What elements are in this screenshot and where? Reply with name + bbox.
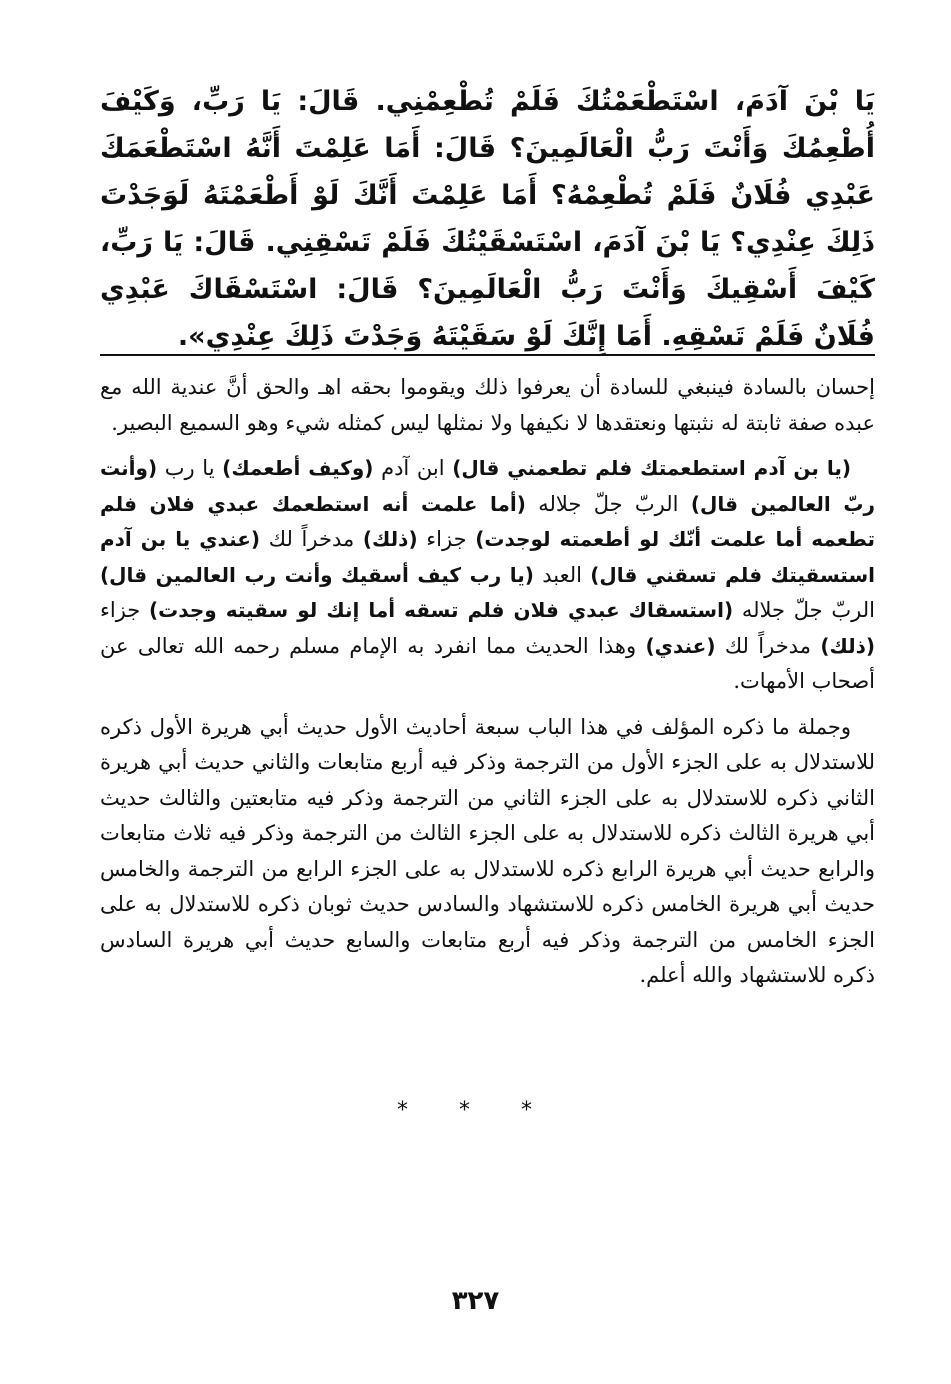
commentary-segment: ابن آدم: [373, 456, 453, 480]
hadith-quote-segment: (عندي): [645, 633, 716, 658]
commentary-section: [100, 370, 875, 1004]
commentary-segment: العبد: [533, 562, 591, 587]
commentary-segment: وهذا الحديث مما انفرد به الإمام مسلم رحمه الله تعالى عن أصحاب الأمهات.: [100, 633, 875, 693]
hadith-quote-segment: (وأنت ربّ العالمين قال): [100, 456, 875, 516]
hadith-text: يَا بْنَ آدَمَ، اسْتَطْعَمْتُكَ فَلَمْ تُطْعِمْنِي. قَالَ: يَا رَبِّ، وَكَيْفَ أُطْعِمُكَ وَأَنْتَ رَبُّ الْعَالَمِينَ؟ قَالَ: أَمَا عَلِمْتَ أَنَّهُ اسْتَطْعَمَكَ عَبْدِي فُلَانٌ فَلَمْ تُطْعِمْهُ؟ أَمَا عَلِمْتَ أَنَّكَ لَوْ أَطْعَمْتَهُ لَوَجَدْتَ ذَلِكَ عِنْدِي؟ يَا بْنَ آدَمَ، اسْتَسْقَيْتُكَ فَلَمْ تَسْقِنِي. قَالَ: يَا رَبِّ، كَيْفَ أَسْقِيكَ وَأَنْتَ رَبُّ الْعَالَمِينَ؟ قَالَ: اسْتَسْقَاكَ عَبْدِي فُلَانٌ فَلَمْ تَسْقِهِ. أَمَا إِنَّكَ لَوْ سَقَيْتَهُ وَجَدْتَ ذَلِكَ عِنْدِي».: [100, 86, 875, 352]
commentary-segment: يا رب: [157, 456, 223, 480]
hadith-quote-segment: (ذلك): [362, 527, 418, 551]
hadith-quote-segment: (وكيف أطعمك): [222, 456, 374, 480]
commentary-segment: الربّ جلّ جلاله: [733, 598, 875, 622]
hadith-quote-segment: (استسقاك عبدي فلان فلم تسقه أما إنك لو سقيته وجدت): [149, 598, 734, 622]
commentary-paragraph-1: إحسان بالسادة فينبغي للسادة أن يعرفوا ذلك ويقوموا بحقه اهـ والحق أنَّ عندية الله مع عبده صفة ثابتة له نثبتها ونعتقدها لا نكيفها ولا نمثلها ليس كمثله شيء وهو السميع البصير.: [100, 375, 875, 435]
commentary-segment: مدخراً لك: [715, 633, 821, 658]
commentary-paragraph-2: [100, 451, 875, 700]
commentary-segment: مدخراً لك: [260, 527, 363, 551]
commentary-paragraph-3: وجملة ما ذكره المؤلف في هذا الباب سبعة أحاديث الأول حديث أبي هريرة الأول ذكره للاستدلال به على الجزء الأول من الترجمة وذكر فيه أربع متابعات والثاني حديث أبي هريرة الثاني ذكره للاستدلال به على الجزء الثاني من الترجمة وذكر فيه متابعتين والثالث حديث أبي هريرة الثالث ذكره للاستدلال به على الجزء الثالث من الترجمة وذكر فيه ثلاث متابعات والرابع حديث أبي هريرة الرابع ذكره للاستدلال به على الجزء الرابع من الترجمة والخامس حديث أبي هريرة الخامس ذكره للاستشهاد والسادس حديث ثوبان ذكره للاستدلال به على الجزء الخامس من الترجمة وذكر فيه أربع متابعات والسابع حديث أبي هريرة السادس ذكره للاستشهاد والله أعلم.: [100, 714, 875, 987]
separator-rule: [100, 354, 875, 356]
hadith-quote-segment: (أما علمت أنه استطعمك عبدي فلان فلم تطعمه أما علمت أنّك لو أطعمته لوجدت): [100, 491, 876, 551]
hadith-quote-segment: (يا بن آدم استطعمتك فلم تطعمني قال): [452, 456, 851, 480]
hadith-quote-segment: (يا رب كيف أسقيك وأنت رب العالمين قال): [100, 562, 534, 587]
hadith-quote-segment: (ذلك): [820, 633, 875, 658]
page-number: ٣٢٧: [451, 1286, 500, 1316]
commentary-segment: جزاء: [417, 527, 476, 551]
commentary-segment: جزاء: [100, 598, 150, 622]
hadith-quote-segment: (عندي يا بن آدم استسقيتك فلم تسقني قال): [100, 527, 875, 587]
section-end-ornament: * * *: [397, 1098, 554, 1123]
commentary-segment: الربّ جلّ جلاله: [525, 491, 691, 516]
